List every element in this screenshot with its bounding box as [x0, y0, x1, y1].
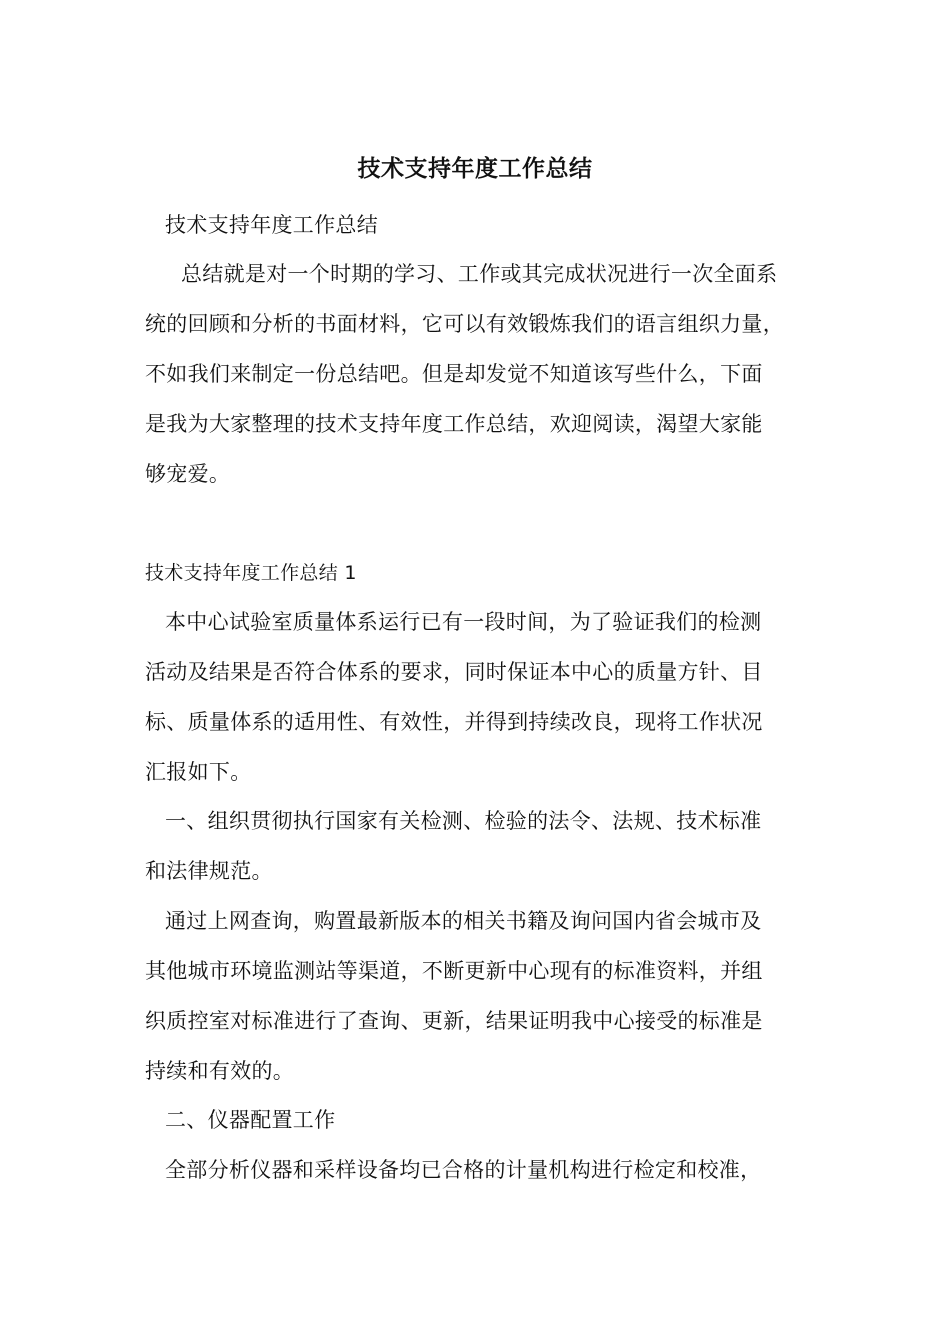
paragraph-line: 标、质量体系的适用性、有效性，并得到持续改良，现将工作状况: [145, 710, 763, 734]
paragraph-line: 总结就是对一个时期的学习、工作或其完成状况进行一次全面系: [181, 262, 778, 286]
paragraph-line: 和法律规范。: [145, 859, 273, 883]
paragraph-line: 其他城市环境监测站等渠道，不断更新中心现有的标准资料，并组: [145, 959, 763, 983]
paragraph-line: 织质控室对标准进行了查询、更新，结果证明我中心接受的标准是: [145, 1009, 763, 1033]
subsection-heading: 二、仪器配置工作: [165, 1108, 336, 1132]
paragraph-line: 够宠爱。: [145, 462, 231, 486]
paragraph-line: 活动及结果是否符合体系的要求，同时保证本中心的质量方针、目: [145, 660, 763, 684]
paragraph-line: 统的回顾和分析的书面材料，它可以有效锻炼我们的语言组织力量，: [145, 312, 784, 336]
paragraph-line: 一、组织贯彻执行国家有关检测、检验的法令、法规、技术标准: [165, 809, 762, 833]
intro-heading: 技术支持年度工作总结: [165, 213, 378, 237]
paragraph-line: 通过上网查询，购置最新版本的相关书籍及询问国内省会城市及: [165, 909, 762, 933]
paragraph-line: 不如我们来制定一份总结吧。但是却发觉不知道该写些什么，下面: [145, 362, 763, 386]
paragraph-line: 持续和有效的。: [145, 1059, 295, 1083]
paragraph-line: 本中心试验室质量体系运行已有一段时间，为了验证我们的检测: [165, 610, 762, 634]
paragraph-line: 是我为大家整理的技术支持年度工作总结，欢迎阅读，渴望大家能: [145, 412, 763, 436]
section-heading: 技术支持年度工作总结 1: [145, 562, 357, 584]
document-title: 技术支持年度工作总结: [357, 156, 593, 182]
paragraph-line: 全部分析仪器和采样设备均已合格的计量机构进行检定和校准，: [165, 1158, 762, 1182]
paragraph-line: 汇报如下。: [145, 760, 252, 784]
